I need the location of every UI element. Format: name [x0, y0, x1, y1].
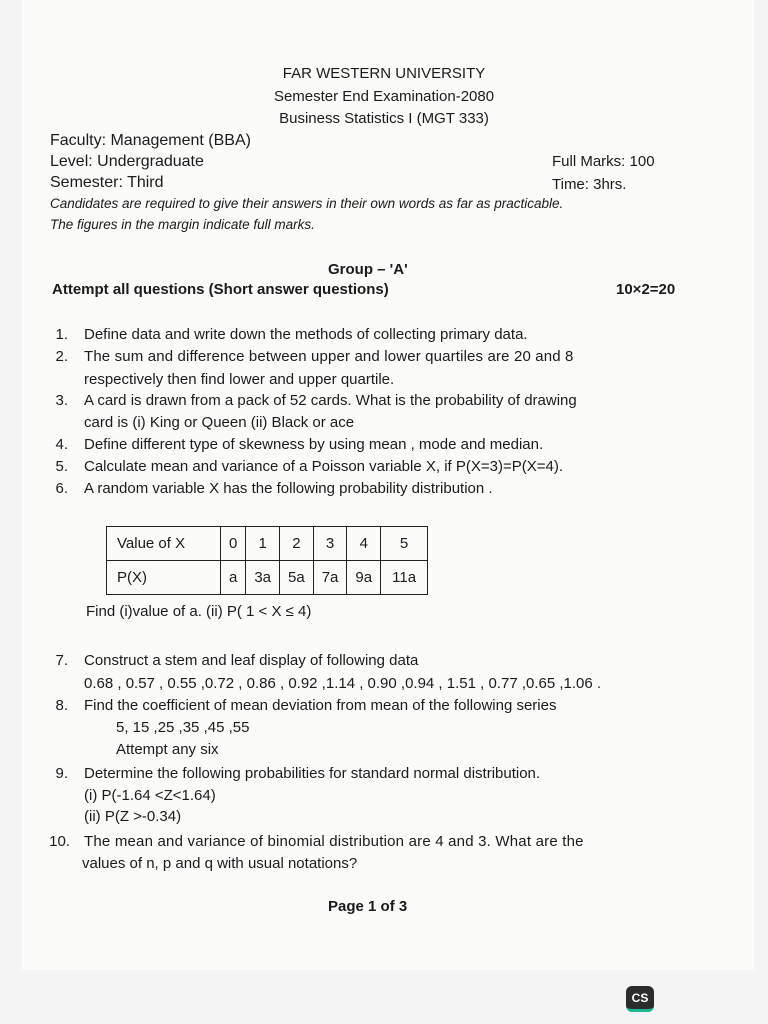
question-number: 5. [55, 458, 68, 475]
question-number: 3. [55, 392, 68, 409]
exam-title: Semester End Examination-2080 [273, 88, 495, 105]
question-number: 4. [55, 436, 68, 453]
table-cell: 4 [347, 527, 381, 561]
question-part: (i) P(-1.64 <Z<1.64) [84, 787, 216, 804]
faculty: Faculty: Management (BBA) [50, 132, 251, 149]
question-text: Find the coefficient of mean deviation from mean of the following series [84, 697, 557, 714]
question-text: Calculate mean and variance of a Poisson variable X, if P(X=3)=P(X=4). [84, 458, 564, 475]
question-number: 8. [55, 697, 68, 714]
question-number: 9. [55, 765, 68, 782]
question-text: Define different type of skewness by using mean , mode and median. [84, 436, 544, 453]
question-text: Construct a stem and leaf display of following data [84, 652, 419, 669]
question-text: respectively then find lower and upper quartile. [84, 371, 395, 388]
table-cell: 3 [313, 527, 347, 561]
table-cell: a [221, 561, 246, 595]
question-number: 10. [49, 833, 70, 850]
question-text: Attempt any six [116, 741, 219, 758]
question-number: 6. [55, 480, 68, 497]
table-cell: 0 [221, 527, 246, 561]
time: Time: 3hrs. [552, 176, 627, 193]
table-cell: P(X) [107, 561, 221, 595]
table-cell: 7a [313, 561, 347, 595]
question-text: values of n, p and q with usual notations? [82, 855, 358, 872]
find-instruction: Find (i)value of a. (ii) P( 1 < X ≤ 4) [86, 603, 312, 620]
question-text: A card is drawn from a pack of 52 cards. What is the probability of drawing [84, 392, 577, 409]
full-marks: Full Marks: 100 [552, 153, 655, 170]
question-number: 2. [55, 348, 68, 365]
page-number: Page 1 of 3 [328, 898, 408, 915]
question-data: 0.68 , 0.57 , 0.55 ,0.72 , 0.86 , 0.92 ,1.14 , 0.90 ,0.94 , 1.51 , 0.77 ,0.65 ,1.06 . [84, 675, 602, 692]
question-text: card is (i) King or Queen (ii) Black or ace [84, 414, 355, 431]
table-cell: 11a [381, 561, 428, 595]
question-text: The sum and difference between upper and lower quartiles are 20 and 8 [84, 348, 574, 365]
table-row [107, 527, 428, 561]
table-cell: 3a [246, 561, 280, 595]
question-text: The mean and variance of binomial distribution are 4 and 3. What are the [84, 833, 584, 850]
semester: Semester: Third [50, 174, 164, 191]
table-cell: 9a [347, 561, 381, 595]
table-cell: Value of X [107, 527, 221, 561]
table-cell: 5a [280, 561, 314, 595]
table-cell: 1 [246, 527, 280, 561]
question-data: 5, 15 ,25 ,35 ,45 ,55 [116, 719, 250, 736]
question-part: (ii) P(Z >-0.34) [84, 808, 182, 825]
attempt-instruction: Attempt all questions (Short answer questions) [52, 281, 389, 298]
table-row [107, 561, 428, 595]
camscanner-logo-icon: CS [626, 986, 654, 1012]
table-cell: 2 [280, 527, 314, 561]
level: Level: Undergraduate [50, 153, 204, 170]
probability-table [106, 526, 428, 595]
group-marks: 10×2=20 [616, 281, 676, 298]
subject-title: Business Statistics I (MGT 333) [279, 110, 489, 127]
table-cell: 5 [381, 527, 428, 561]
group-title: Group – 'A' [328, 261, 408, 278]
question-text: Define data and write down the methods of collecting primary data. [84, 326, 528, 343]
question-number: 7. [55, 652, 68, 669]
question-text: A random variable X has the following probability distribution . [84, 480, 493, 497]
university-name: FAR WESTERN UNIVERSITY [282, 65, 486, 82]
instruction-2: The figures in the margin indicate full marks. [50, 217, 315, 232]
instruction-1: Candidates are required to give their answers in their own words as far as practicable. [50, 196, 564, 211]
question-number: 1. [55, 326, 68, 343]
question-text: Determine the following probabilities for standard normal distribution. [84, 765, 541, 782]
